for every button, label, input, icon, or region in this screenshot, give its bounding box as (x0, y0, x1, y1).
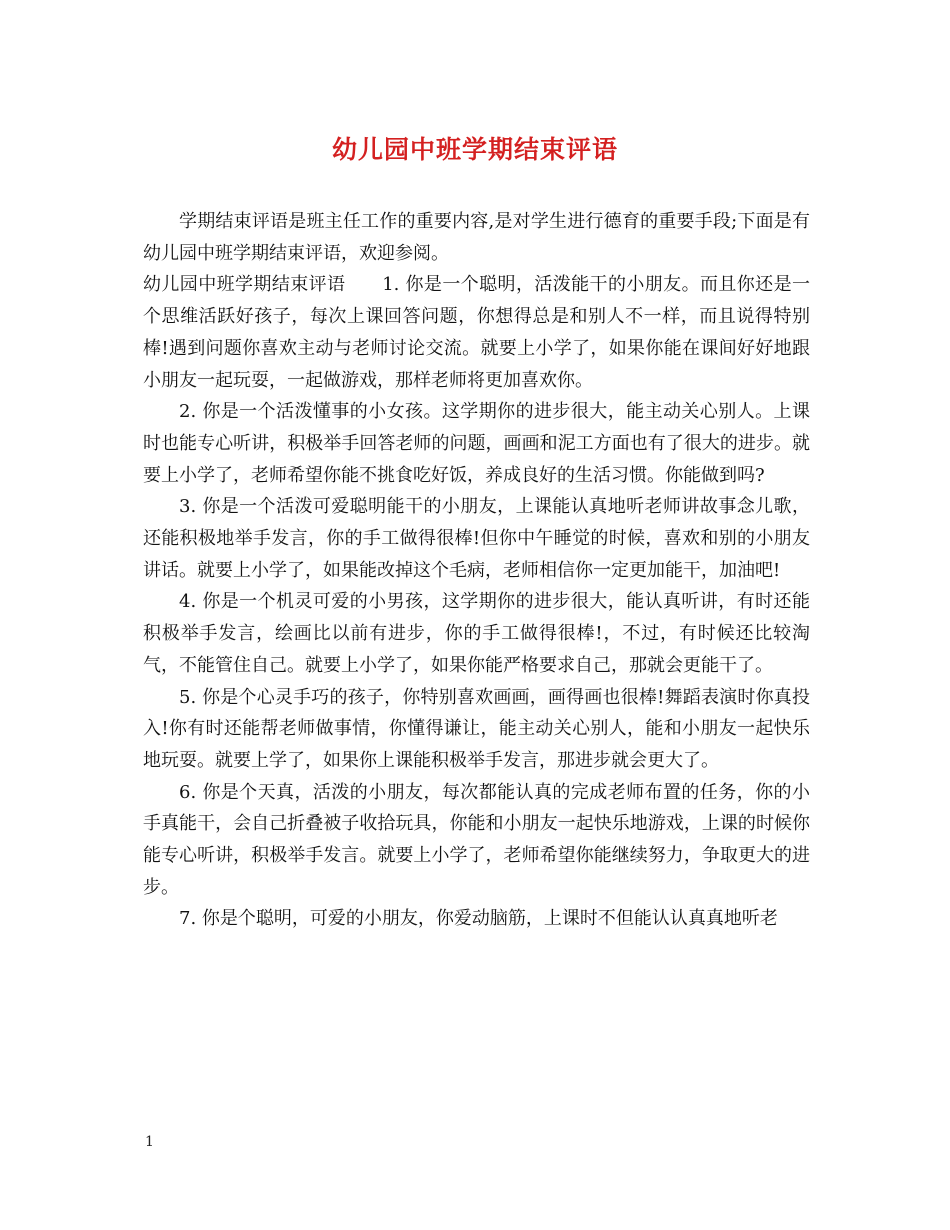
paragraph-2: 2. 你是一个活泼懂事的小女孩。这学期你的进步很大，能主动关心别人。上课时也能专心听讲，积极举手回答老师的问题，画画和泥工方面也有了很大的进步。就要上小学了，老师希望你能不挑食吃好饭，养成良好的生活习惯。你能做到吗? (143, 401, 810, 486)
paragraph-6: 6. 你是个天真，活泼的小朋友，每次都能认真的完成老师布置的任务，你的小手真能干，会自己折叠被子收拾玩具，你能和小朋友一起快乐地游戏，上课的时候你能专心听讲，积极举手发言。就要上小学了，老师希望你能继续努力，争取更大的进步。 (143, 781, 810, 898)
paragraph-5: 5. 你是个心灵手巧的孩子，你特别喜欢画画，画得画也很棒!舞蹈表演时你真投入!你有时还能帮老师做事情，你懂得谦让，能主动关心别人，能和小朋友一起快乐地玩耍。就要上学了，如果你上课能积极举手发言，那进步就会更大了。 (143, 686, 810, 771)
paragraph-4: 4. 你是一个机灵可爱的小男孩，这学期你的进步很大，能认真听讲，有时还能积极举手发言，绘画比以前有进步，你的手工做得很棒!，不过，有时候还比较淘气，不能管住自己。就要上小学了，如果你能严格要求自己，那就会更能干了。 (143, 591, 810, 676)
paragraph-1: 幼儿园中班学期结束评语 1. 你是一个聪明，活泼能干的小朋友。而且你还是一个思维活跃好孩子，每次上课回答问题，你想得总是和别人不一样，而且说得特别棒!遇到问题你喜欢主动与老师讨论交流。就要上小学了，如果你能在课间好好地跟小朋友一起玩耍，一起做游戏，那样老师将更加喜欢你。 (143, 274, 810, 391)
document-body (143, 206, 810, 935)
intro-paragraph: 学期结束评语是班主任工作的重要内容,是对学生进行德育的重要手段;下面是有幼儿园中班学期结束评语，欢迎参阅。 (143, 211, 810, 264)
paragraph-7: 7. 你是个聪明，可爱的小朋友，你爱动脑筋，上课时不但能认认真真地听老 (179, 908, 778, 930)
page-title: 幼儿园中班学期结束评语 (331, 135, 618, 164)
page-number: 1 (145, 1134, 154, 1150)
paragraph-3: 3. 你是一个活泼可爱聪明能干的小朋友，上课能认真地听老师讲故事念儿歌，还能积极地举手发言，你的手工做得很棒!但你中午睡觉的时候，喜欢和别的小朋友讲话。就要上小学了，如果能改掉这个毛病，老师相信你一定更加能干，加油吧! (143, 496, 810, 581)
